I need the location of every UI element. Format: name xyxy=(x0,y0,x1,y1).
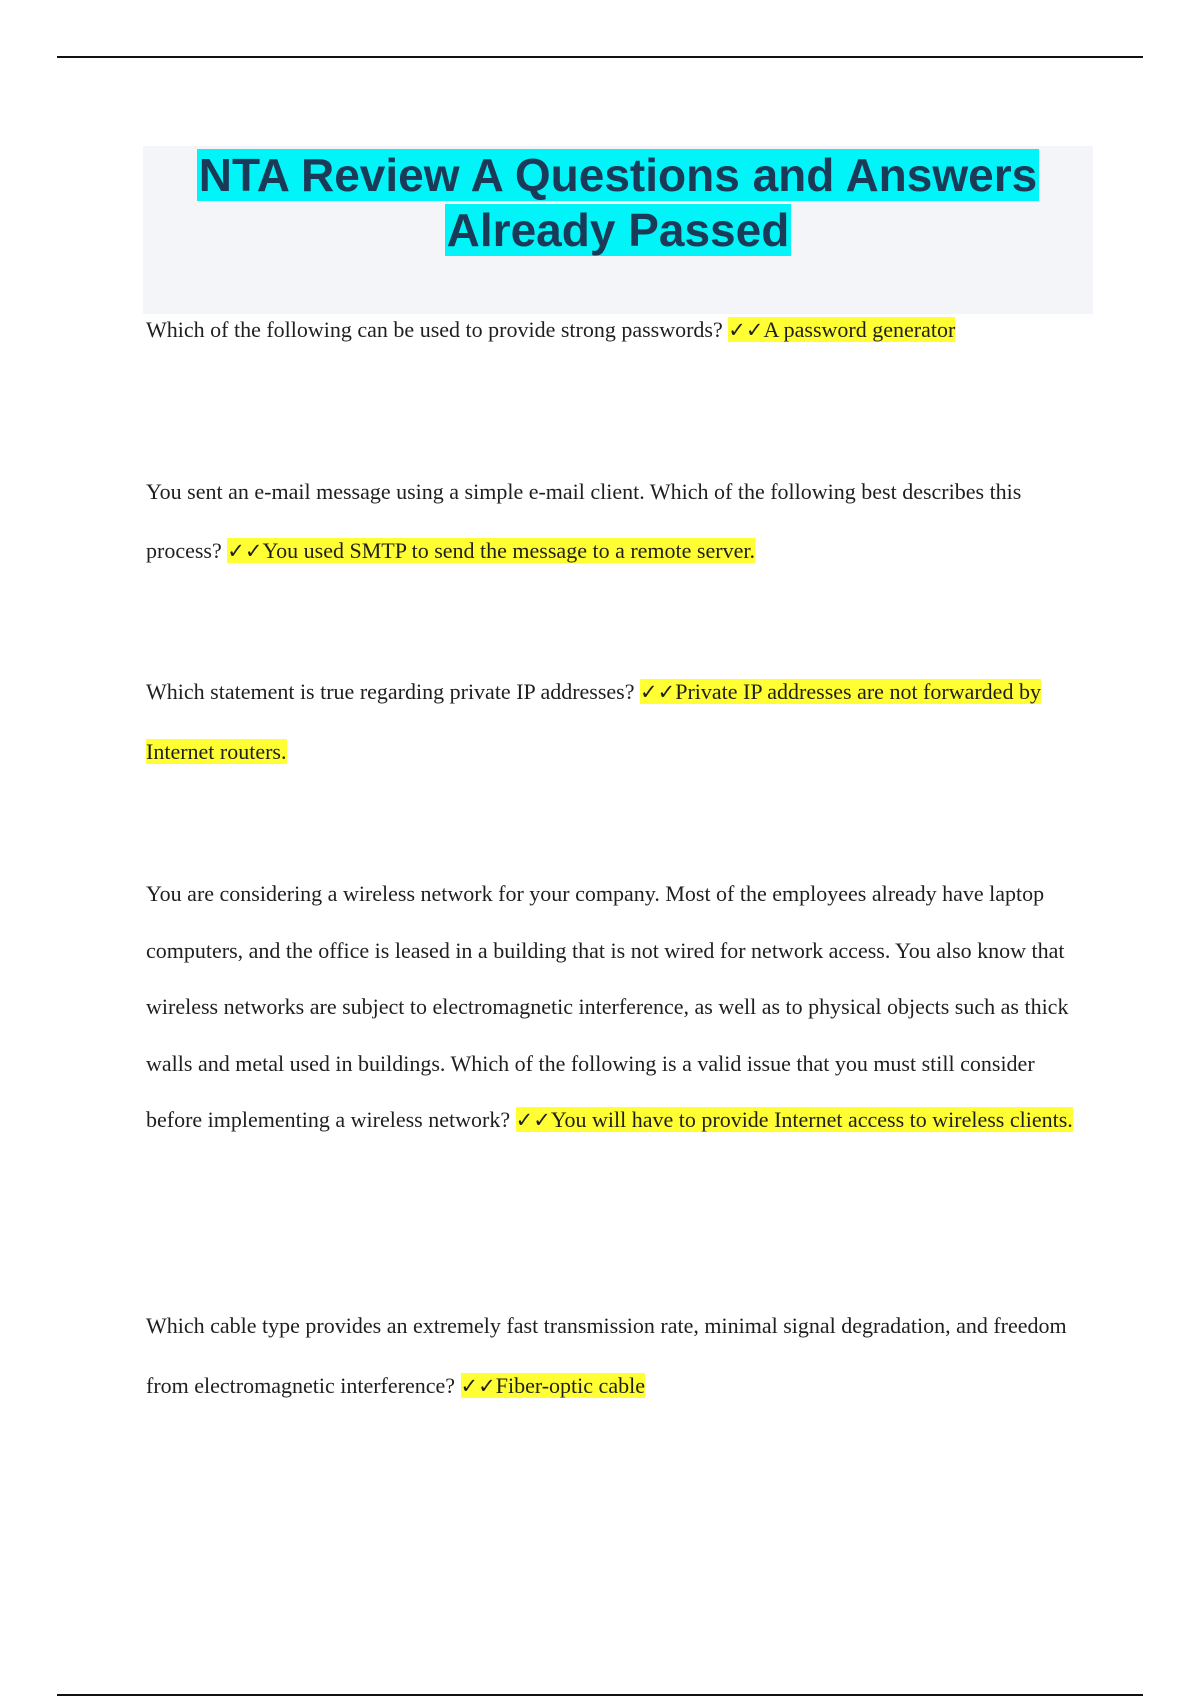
answer-highlight xyxy=(728,317,955,342)
top-rule xyxy=(57,56,1143,58)
qa-item-5 xyxy=(146,1296,1086,1416)
check-icon: ✓✓ xyxy=(227,539,263,563)
question-text: You sent an e-mail message using a simple e-mail client. Which of the following best describes this process? xyxy=(146,479,1022,563)
question-text: Which of the following can be used to provide strong passwords? xyxy=(146,317,723,342)
title-line-2: Already Passed xyxy=(446,204,790,256)
qa-item-4 xyxy=(146,866,1086,1149)
answer-text: A password generator xyxy=(763,317,956,342)
qa-item-1 xyxy=(146,313,1086,347)
answer-text: Fiber-optic cable xyxy=(495,1373,645,1398)
qa-item-3 xyxy=(146,662,1086,782)
question-text: Which cable type provides an extremely fast transmission rate, minimal signal degradation, and freedom from electromagnetic interference? xyxy=(146,1313,1067,1398)
answer-text: Private IP addresses are not forwarded by Internet routers. xyxy=(146,679,1041,764)
bottom-rule xyxy=(57,1694,1143,1696)
qa-item-2 xyxy=(146,462,1086,581)
answer-highlight xyxy=(227,538,755,563)
answer-text: You used SMTP to send the message to a remote server. xyxy=(262,538,755,563)
title-line-1: NTA Review A Questions and Answers xyxy=(198,149,1038,201)
check-icon: ✓✓ xyxy=(460,1374,496,1398)
question-text: You are considering a wireless network for your company. Most of the employees already have laptop computers, and the office is leased in a building that is not wired for network access. You also know that wireless networks are subject to electromagnetic interference, as well as to physical objects such as thick walls and metal used in buildings. Which of the following is a valid issue that you must still consider before implementing a wireless network? xyxy=(146,881,1069,1132)
document-title xyxy=(143,146,1093,258)
answer-highlight xyxy=(461,1373,645,1398)
answer-highlight xyxy=(516,1107,1073,1132)
check-icon: ✓✓ xyxy=(728,318,764,342)
title-block xyxy=(143,146,1093,314)
answer-text: You will have to provide Internet access to wireless clients. xyxy=(550,1107,1073,1132)
check-icon: ✓✓ xyxy=(640,680,676,704)
question-text: Which statement is true regarding private IP addresses? xyxy=(146,679,635,704)
check-icon: ✓✓ xyxy=(515,1108,551,1132)
